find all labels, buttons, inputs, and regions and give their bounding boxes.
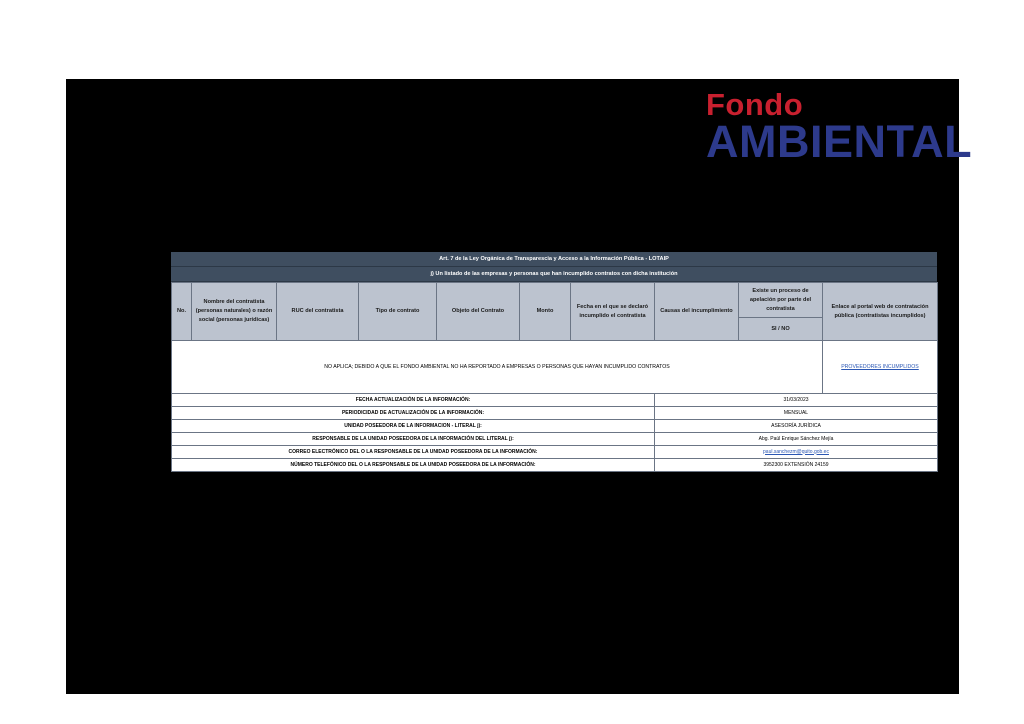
logo-line-2: AMBIENTAL <box>706 116 973 167</box>
meta-value-responsable: Abg. Paúl Enrique Sánchez Mejía <box>655 433 938 446</box>
meta-value-periodicidad: MENSUAL <box>655 407 938 420</box>
meta-value-telefono: 3952300 EXTENSIÓN 24159 <box>655 459 938 472</box>
email-link[interactable]: paul.sanchezm@quito.gob.ec <box>763 448 829 455</box>
header-fecha: Fecha en el que se declaró incumplido el contratista <box>571 283 655 341</box>
meta-key-unidad: UNIDAD POSEEDORA DE LA INFORMACION - LITERAL j): <box>172 420 655 433</box>
meta-key-fecha: FECHA ACTUALIZACIÓN DE LA INFORMACIÓN: <box>172 394 655 407</box>
header-causas: Causas del incumplimiento <box>655 283 739 341</box>
contracts-table <box>171 282 938 472</box>
table-title: Art. 7 de la Ley Orgánica de Transparescia y Acceso a la Información Pública - LOTAIP <box>171 252 937 267</box>
lotaip-sheet <box>171 252 937 472</box>
fondo-ambiental-logo <box>706 87 973 168</box>
header-enlace: Enlace al portal web de contratación pública (contratistas incumplidos) <box>823 283 938 341</box>
header-ruc: RUC del contratista <box>277 283 359 341</box>
header-monto: Monto <box>520 283 571 341</box>
meta-value-correo <box>655 446 938 459</box>
meta-key-periodicidad: PERIODICIDAD DE ACTUALIZACIÓN DE LA INFORMACIÓN: <box>172 407 655 420</box>
header-apelacion: Existe un proceso de apelación por parte del contratista <box>739 283 823 318</box>
header-si-no: SI / NO <box>739 318 823 341</box>
logo-line-1: Fondo <box>706 87 804 122</box>
header-tipo: Tipo de contrato <box>359 283 437 341</box>
meta-key-responsable: RESPONSABLE DE LA UNIDAD POSEEDORA DE LA INFORMACIÓN DEL LITERAL j): <box>172 433 655 446</box>
meta-value-unidad: ASESORÍA JURÍDICA <box>655 420 938 433</box>
header-nombre: Nombre del contratista (personas naturales) o razón social (personas jurídicas) <box>192 283 277 341</box>
proveedores-incumplidos-link[interactable]: PROVEEDORES INCUMPLIDOS <box>841 364 919 370</box>
enlace-cell <box>823 341 938 394</box>
no-aplica-cell: NO APLICA; DEBIDO A QUE EL FONDO AMBIENTAL NO HA REPORTADO A EMPRESAS O PERSONAS QUE HAYAN INCUMPLIDO CONTRATOS <box>172 341 823 394</box>
table-subtitle: j) Un listado de las empresas y personas que han incumplido contratos con dicha institución <box>171 267 937 282</box>
meta-key-correo: CORREO ELECTRÓNICO DEL O LA RESPONSABLE DE LA UNIDAD POSEEDORA DE LA INFORMACIÓN: <box>172 446 655 459</box>
header-no: No. <box>172 283 192 341</box>
meta-value-fecha: 31/03/2023 <box>655 394 938 407</box>
meta-key-telefono: NÚMERO TELEFÓNICO DEL O LA RESPONSABLE DE LA UNIDAD POSEEDORA DE LA INFORMACIÓN: <box>172 459 655 472</box>
header-objeto: Objeto del Contrato <box>437 283 520 341</box>
